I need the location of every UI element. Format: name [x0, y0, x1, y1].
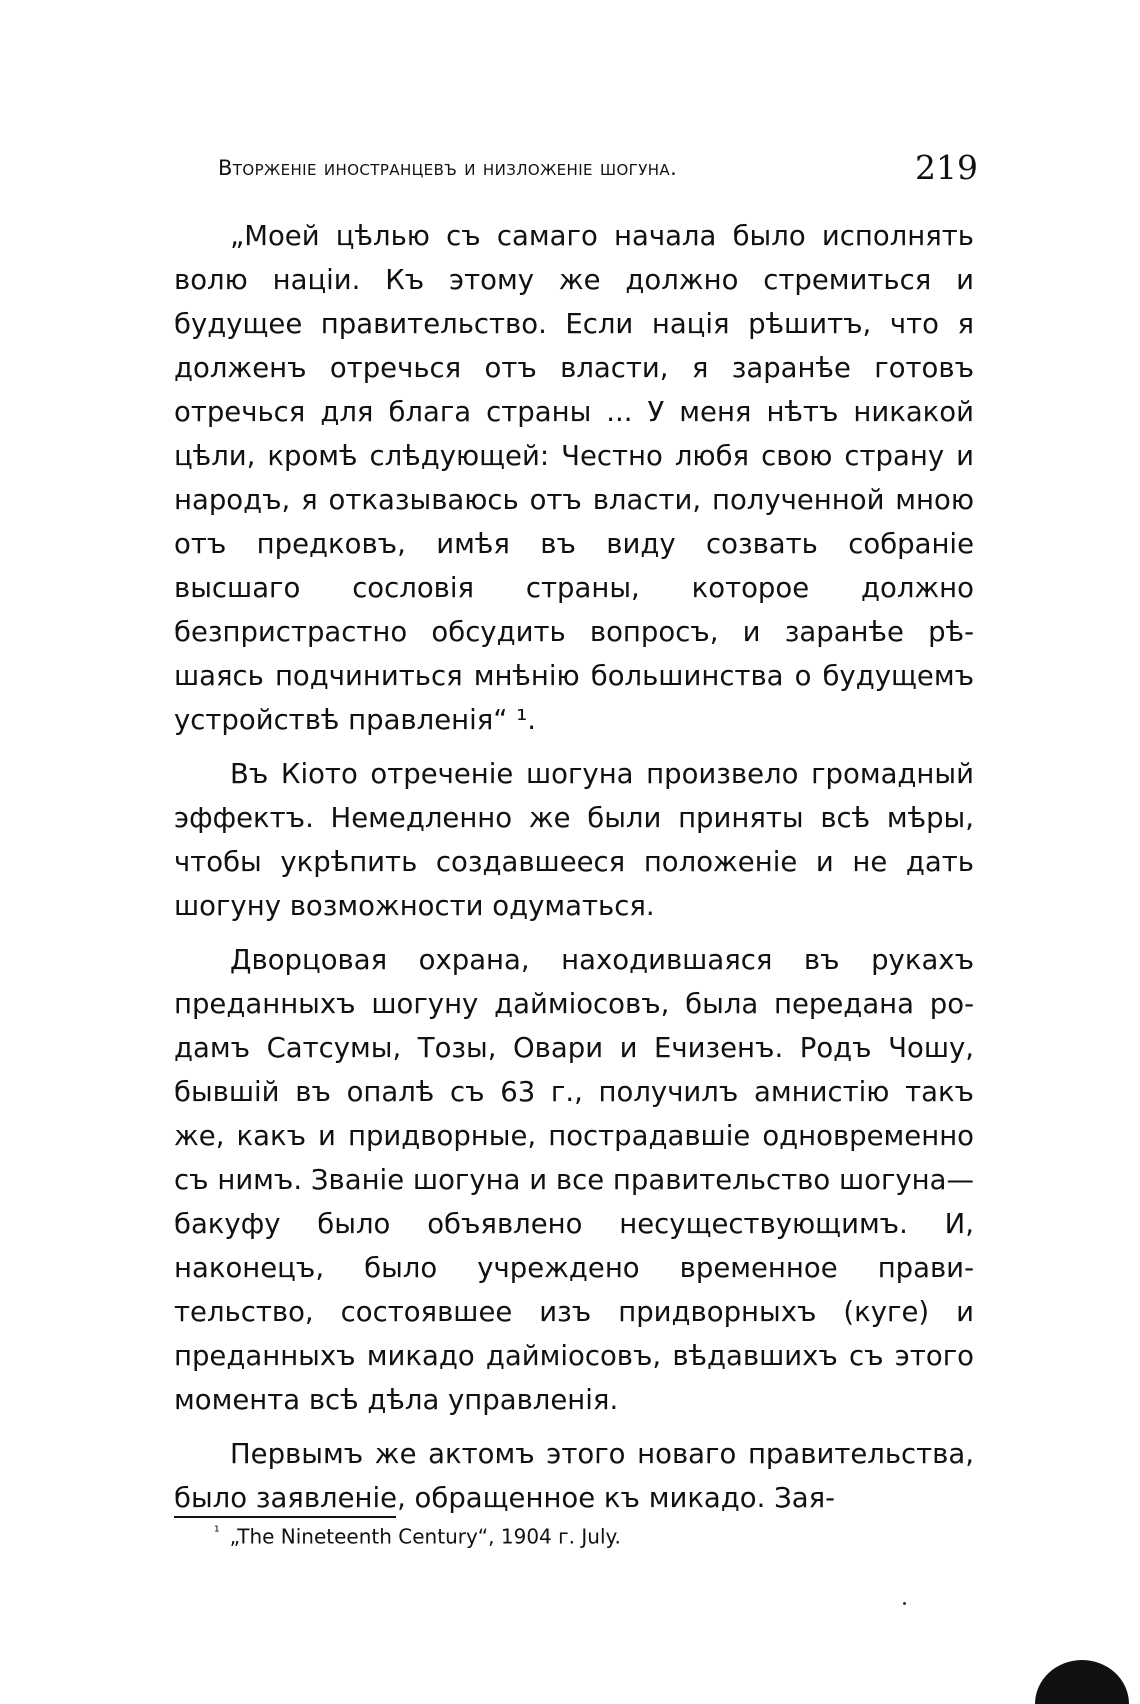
scan-speck — [903, 1602, 906, 1605]
paragraph-quote: „Моей цѣлью съ самаго начала было исполнять волю націи. Къ этому же должно стремиться и будущее правительство. Если нація рѣшитъ, что я долженъ отречься отъ власти, я заранѣе готовъ отречься для блага страны ... У меня нѣтъ никакой цѣли, кромѣ слѣдующей: Честно любя свою страну и народъ, я отказываюсь отъ власти, полученной мною отъ предковъ, имѣя въ виду созвать собраніе высшаго сословія страны, которое должно безпристрастно обсудить вопросъ, и заранѣе рѣшаясь подчиниться мнѣнію большинства о будущемъ устройствѣ правленія“ ¹. — [174, 220, 974, 736]
page-header — [218, 148, 978, 188]
paragraph-first-act: Первымъ же актомъ этого новаго правительства, было заявленіе, обращенное къ микадо. Зая- — [174, 1438, 974, 1514]
footnote-text: „The Nineteenth Century“, 1904 г. July. — [229, 1524, 621, 1549]
paragraph-kyoto: Въ Кіото отреченіе шогуна произвело громадный эффектъ. Немедленно же были приняты всѣ мѣры, чтобы укрѣпить создавшееся положеніе и не дать шогуну возможности одуматься. — [174, 758, 974, 922]
footnote — [214, 1524, 621, 1549]
footnote-divider — [174, 1516, 396, 1518]
footnote-marker: ¹ — [214, 1524, 220, 1540]
body-text — [174, 214, 974, 1520]
paragraph-palace-guard: Дворцовая охрана, находившаяся въ рукахъ преданныхъ шогуну дайміосовъ, была передана родамъ Сатсумы, Тозы, Овари и Ечизенъ. Родъ Чошу, бывшій въ опалѣ съ 63 г., получилъ амнистію такъ же, какъ и придворные, пострадавшіе одновременно съ нимъ. Званіе шогуна и все правительство шогуна—бакуфу было объявлено несуществующимъ. И, наконецъ, было учреждено временное правительство, состоявшее изъ придворныхъ (куге) и преданныхъ микадо дайміосовъ, вѣдавшихъ съ этого момента всѣ дѣла управленія. — [174, 944, 974, 1416]
running-head: Вторженіе иностранцевъ и низложеніе шогуна. — [218, 156, 678, 180]
page-number: 219 — [915, 148, 978, 187]
scan-ink-blot — [1035, 1660, 1129, 1704]
